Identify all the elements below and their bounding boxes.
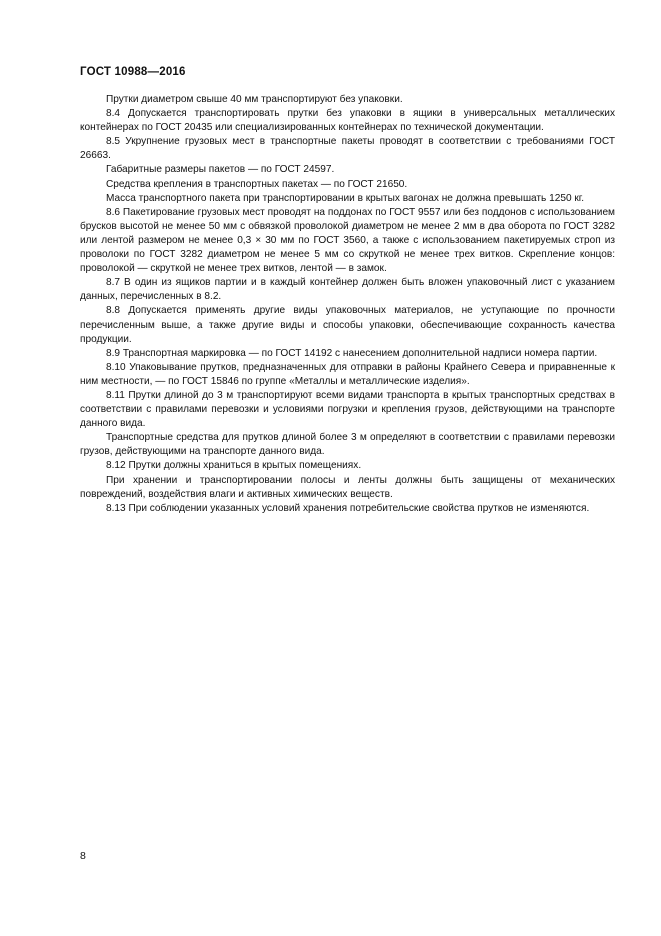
paragraph: 8.8 Допускается применять другие виды упаковочных материалов, не уступающие по прочности перечисленным выше, а также другие виды и способы упаковки, обеспечивающие сохранность качества продукции. (80, 305, 615, 345)
paragraph: 8.9 Транспортная маркировка — по ГОСТ 14192 с нанесением дополнительной надписи номера партии. (106, 347, 598, 359)
paragraph: 8.7 В один из ящиков партии и в каждый контейнер должен быть вложен упаковочный лист с указанием данных, перечисленных в 8.2. (80, 277, 615, 303)
paragraph: 8.6 Пакетирование грузовых мест проводят на поддонах по ГОСТ 9557 или без поддонов с использованием брусков высотой не менее 50 мм с обвязкой проволокой диаметром не менее 2 мм в два оборота по ГОСТ 3282 или лентой размером не менее 0,3 × 30 мм по ГОСТ 3560, а также с использованием пакетируемых строп из проволоки по ГОСТ 3282 диаметром не менее 5 мм со скруткой не менее трех витков. Скрепление концов: проволокой — скруткой не менее трех витков, лентой — в замок. (80, 206, 615, 275)
document-header: ГОСТ 10988—2016 (80, 66, 186, 78)
document-body (80, 93, 615, 516)
paragraph: 8.10 Упаковывание прутков, предназначенных для отправки в районы Крайнего Севера и приравненные к ним местности, — по ГОСТ 15846 по группе «Металлы и металлические изделия». (80, 361, 615, 387)
paragraph: Транспортные средства для прутков длиной более 3 м определяют в соответствии с правилами перевозки грузов, действующими на транспорте данного вида. (80, 432, 615, 458)
paragraph: Прутки диаметром свыше 40 мм транспортируют без упаковки. (106, 94, 403, 105)
paragraph: Габаритные размеры пакетов — по ГОСТ 24597. (106, 164, 335, 176)
paragraph: Средства крепления в транспортных пакетах — по ГОСТ 21650. (106, 178, 408, 190)
paragraph: Масса транспортного пакета при транспортировании в крытых вагонах не должна превышать 1250 кг. (106, 192, 585, 204)
paragraph: 8.12 Прутки должны храниться в крытых помещениях. (106, 460, 362, 472)
paragraph: 8.11 Прутки длиной до 3 м транспортируют всеми видами транспорта в крытых транспортных средствах в соответствии с правилами перевозки и условиями погрузки и крепления грузов, действующими на транспорте данного вида. (80, 389, 615, 430)
paragraph: 8.4 Допускается транспортировать прутки без упаковки в ящики в универсальных металлических контейнерах по ГОСТ 20435 или специализированных контейнерах по технической документации. (80, 108, 615, 134)
page-number: 8 (80, 850, 86, 862)
paragraph: 8.13 При соблюдении указанных условий хранения потребительские свойства прутков не изменяются. (106, 502, 590, 514)
paragraph: При хранении и транспортировании полосы и ленты должны быть защищены от механических повреждений, воздействия влаги и активных химических веществ. (80, 474, 615, 500)
paragraph: 8.5 Укрупнение грузовых мест в транспортные пакеты проводят в соответствии с требованиями ГОСТ 26663. (80, 136, 615, 162)
